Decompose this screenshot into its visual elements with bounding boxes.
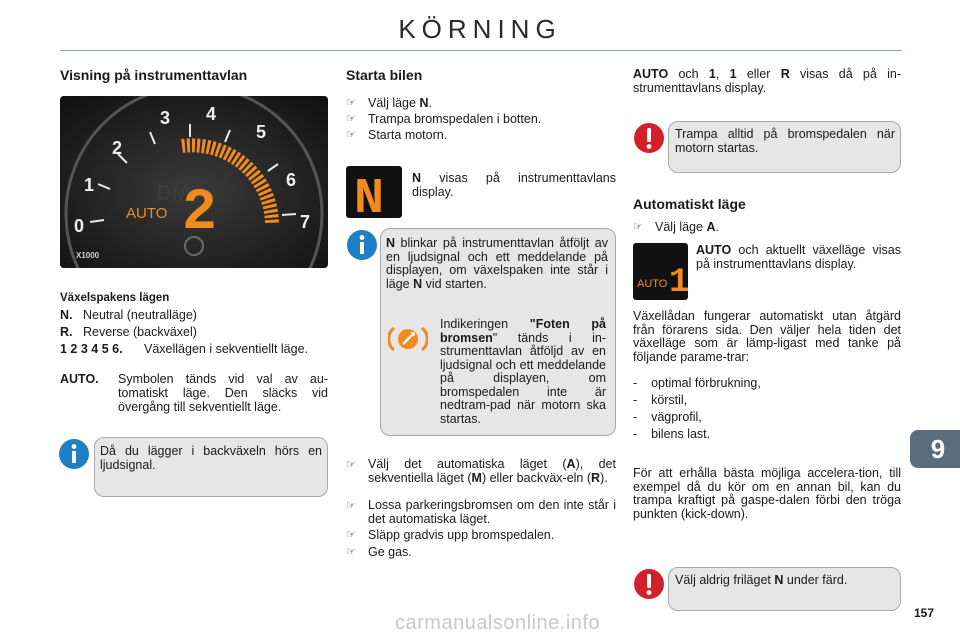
gauge-scale-label: X1000	[76, 251, 100, 260]
section-heading-automatic: Automatiskt läge	[633, 196, 746, 212]
gauge-tick-4: 4	[206, 104, 217, 124]
start-step-2: ☞ Trampa bromspedalen i botten.	[346, 112, 542, 126]
pointer-icon: ☞	[346, 97, 356, 109]
auto-display-text: AUTO och aktuellt växelläge visas på instrumenttavlans display.	[696, 243, 901, 271]
info-text-n-blinks: N blinkar på instrumenttavlan åtföljt av en ljudsignal och ett meddelande på displayen, om växelspaken inte står i läge N vid starten.	[386, 236, 608, 291]
watermark: carmanualsonline.info	[395, 612, 601, 634]
gauge-ghost-letters: DM	[156, 180, 191, 205]
legend-value: Neutral (neutralläge)	[83, 308, 197, 322]
auto-display-image	[633, 243, 688, 300]
legend-key: AUTO.	[60, 372, 99, 386]
info-icon	[346, 229, 378, 261]
auto-display-label: AUTO	[637, 278, 668, 290]
legend-key: 1 2 3 4 5 6.	[60, 342, 123, 356]
section-heading-display: Visning på instrumenttavlan	[60, 67, 248, 83]
n-display-text: N visas på instrumenttavlans display.	[412, 171, 616, 199]
gauge-tick-2: 2	[112, 138, 123, 158]
chapter-tab: 9	[910, 430, 960, 468]
lower-step-3: ☞ Släpp gradvis upp bromspedalen.	[346, 528, 555, 542]
gauge-illustration	[60, 96, 328, 268]
legend-title: Växelspakens lägen	[60, 292, 170, 304]
instrument-gauge-image	[60, 96, 328, 268]
legend-item-gears	[60, 342, 328, 370]
legend-value: Reverse (backväxel)	[83, 325, 197, 339]
gauge-tick-5: 5	[256, 122, 267, 142]
legend-item-r	[60, 325, 328, 339]
gauge-tick-3: 3	[160, 108, 171, 128]
gauge-tick-1: 1	[84, 175, 95, 195]
foot-on-brake-text: Indikeringen "Foten på bromsen" tänds i in-strumenttavlan åtföljd av en ljudsignal och ett meddelande på displayen, om bromspedalen inte är nedtram-pad när motorn ska startas.	[440, 317, 606, 426]
pointer-icon: ☞	[346, 129, 356, 141]
pointer-icon: ☞	[633, 221, 643, 233]
warning-icon	[633, 568, 665, 600]
lower-step-2: ☞ Lossa parkeringsbromsen om den inte står i det automatiska läget.	[346, 498, 616, 526]
legend-item-auto	[60, 372, 328, 414]
lower-step-4: ☞ Ge gas.	[346, 545, 412, 559]
auto-display-digit: 1	[669, 264, 688, 300]
title-divider	[60, 50, 902, 51]
pointer-icon: ☞	[346, 529, 356, 541]
gauge-tick-6: 6	[286, 170, 297, 190]
info-text-reverse: Då du lägger i backväxeln hörs en ljudsignal.	[100, 444, 322, 472]
legend-value: Symbolen tänds vid val av au-tomatiskt läge. Den släcks vid övergång till sekventiellt läge.	[118, 372, 328, 414]
gauge-gear-digit: 2	[182, 181, 217, 246]
pointer-icon: ☞	[346, 500, 356, 512]
legend-key: R.	[60, 325, 73, 339]
info-icon	[58, 438, 90, 470]
section-heading-start: Starta bilen	[346, 67, 423, 83]
start-step-3: ☞ Starta motorn.	[346, 128, 448, 142]
start-step-1: ☞ Välj läge N.	[346, 96, 432, 110]
display-intro-text: AUTO och 1, 1 eller R visas då på in-strumenttavlans display.	[633, 67, 902, 95]
gauge-tick-0: 0	[74, 216, 85, 236]
page-number: 157	[914, 606, 935, 620]
param-list-item: - vägprofil,	[633, 410, 702, 424]
n-display-letter: N	[354, 171, 385, 218]
param-list-item: - körstil,	[633, 393, 688, 407]
auto-step-1: ☞ Välj läge A.	[633, 220, 719, 234]
gauge-tick-7: 7	[300, 212, 311, 232]
legend-key: N.	[60, 308, 73, 322]
warning-icon	[633, 122, 665, 154]
kickdown-text: För att erhålla bästa möjliga accelera-tion, till exempel då du kör om en annan bil, kan du trampa kraftigt på gaspe-dalen förbi den tröga punkten (kick-down).	[633, 466, 901, 521]
param-list-item: - optimal förbrukning,	[633, 376, 761, 390]
legend-item-n	[60, 308, 328, 322]
automatic-description: Växellådan fungerar automatiskt utan åtgärd från förarens sida. Den väljer hela tiden det växelläge som är lämp-ligast med tanke på följande parame-trar:	[633, 309, 901, 364]
pointer-icon: ☞	[346, 113, 356, 125]
gauge-auto-label: AUTO	[126, 205, 168, 222]
warning-text-neutral: Välj aldrig friläget N under färd.	[675, 573, 848, 587]
pointer-icon: ☞	[346, 459, 356, 471]
lower-step-1: ☞ Välj det automatiska läget (A), det sekventiella läget (M) eller backväx-eln (R).	[346, 457, 616, 485]
warning-text-brake: Trampa alltid på bromspedalen när motorn startas.	[675, 127, 895, 155]
param-list-item: - bilens last.	[633, 427, 711, 441]
foot-on-brake-icon	[388, 324, 428, 354]
legend-value: Växellägen i sekventiellt läge.	[144, 342, 308, 356]
page-title: KÖRNING	[398, 14, 562, 44]
n-display-image	[346, 166, 402, 218]
pointer-icon: ☞	[346, 546, 356, 558]
